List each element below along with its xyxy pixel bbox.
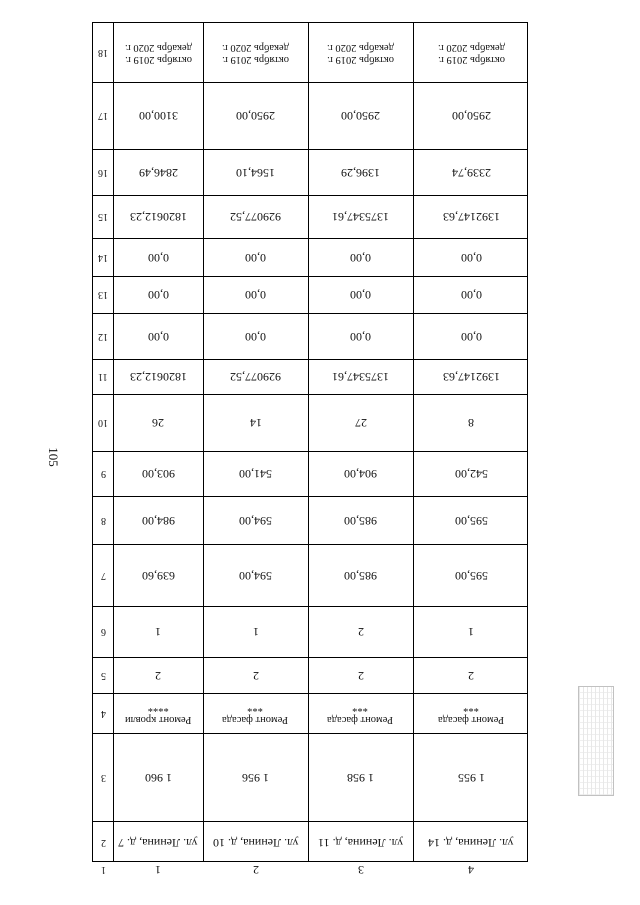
cell-row2-period-text: октябрь 2019 г.	[222, 53, 289, 65]
column-number-3-text: 3	[100, 771, 106, 783]
cell-row2-num	[203, 863, 308, 876]
cell-row2-period	[203, 23, 308, 82]
cell-row1-address-text: ул. Ленина, д. 7	[118, 835, 198, 850]
cell-row3-period-text: октябрь 2019 г.	[327, 53, 394, 65]
cell-row4-work-text: ***	[463, 702, 479, 713]
column-number-12	[93, 313, 113, 359]
cell-row2-c12-text: 0,00	[245, 329, 266, 344]
cell-row1-work-text: ****	[147, 702, 169, 713]
cell-row3-c16	[308, 149, 413, 195]
column-number-15-text: 15	[98, 211, 108, 222]
cell-row1-c7	[113, 544, 203, 606]
cell-row4-c17-text: 2950,00	[451, 109, 491, 123]
column-number-5	[93, 657, 113, 693]
column-number-11-text: 11	[98, 371, 108, 382]
cell-row1-c9	[113, 451, 203, 496]
cell-row2-c17-text: 2950,00	[236, 109, 275, 123]
cell-row1-c15-text: 1820612,23	[129, 210, 187, 224]
column-number-17-text: 17	[98, 110, 108, 121]
cell-row4-c8	[413, 496, 529, 544]
cell-row1-work-text: Ремонт кровли	[124, 714, 192, 725]
cell-row3-c7	[308, 544, 413, 606]
cell-row3-num-text: 3	[357, 863, 364, 877]
cell-row4-c7-text: 595,00	[454, 568, 488, 583]
column-number-18-text: 18	[98, 47, 108, 58]
cell-row2-c15-text: 929077,52	[230, 210, 281, 224]
cell-row3-year	[308, 733, 413, 821]
column-number-11	[93, 359, 113, 394]
cell-row4-period	[413, 23, 529, 82]
cell-row4-c13	[413, 276, 529, 313]
cell-row1-year-text: 1 960	[144, 770, 172, 785]
cell-row2-c9-text: 541,00	[239, 467, 272, 481]
cell-row3-period	[308, 23, 413, 82]
cell-row4-address	[413, 821, 529, 863]
cell-row4-c11	[413, 359, 529, 394]
cell-row1-period-text: декабрь 2020 г.	[124, 41, 192, 53]
column-number-2-text: 2	[100, 836, 106, 848]
cell-row4-address-text: ул. Ленина, д. 14	[428, 835, 514, 850]
cell-row2-c13	[203, 276, 308, 313]
cell-row1-num	[113, 863, 203, 876]
cell-row1-c12-text: 0,00	[147, 329, 169, 344]
cell-row4-c14	[413, 238, 529, 276]
cell-row2-c16-text: 1564,10	[236, 165, 275, 180]
column-number-17	[93, 82, 113, 149]
cell-row2-c17	[203, 82, 308, 149]
cell-row4-c12	[413, 313, 529, 359]
cell-row4-period-text: октябрь 2019 г.	[437, 53, 505, 65]
cell-row2-year	[203, 733, 308, 821]
cell-row4-c13-text: 0,00	[460, 288, 482, 302]
cell-row2-c13-text: 0,00	[245, 288, 266, 302]
column-number-12-text: 12	[98, 330, 108, 342]
cell-row2-c11-text: 929077,52	[230, 370, 281, 384]
cell-row4-year-text: 1 955	[457, 770, 485, 785]
cell-row3-c10-text: 27	[354, 416, 367, 430]
cell-row1-c6	[113, 606, 203, 657]
cell-row2-c14	[203, 238, 308, 276]
column-number-16	[93, 149, 113, 195]
cell-row4-c17	[413, 82, 529, 149]
column-number-13	[93, 276, 113, 313]
cell-row3-c6	[308, 606, 413, 657]
column-number-3	[93, 733, 113, 821]
column-number-14-text: 14	[98, 251, 108, 263]
cell-row2-num-text: 2	[252, 863, 259, 877]
column-number-7	[93, 544, 113, 606]
cell-row3-c15-text: 1375347,61	[332, 210, 389, 224]
column-number-14	[93, 238, 113, 276]
cell-row2-c14-text: 0,00	[245, 250, 266, 265]
cell-row2-c16	[203, 149, 308, 195]
cell-row4-c11-text: 1392147,63	[442, 370, 500, 384]
cell-row4-c12-text: 0,00	[460, 329, 482, 344]
cell-row4-c15-text: 1392147,63	[442, 210, 500, 224]
cell-row3-c12	[308, 313, 413, 359]
page-number: 105	[46, 447, 61, 467]
cell-row4-period-text: декабрь 2020 г.	[437, 41, 505, 53]
cell-row3-c13-text: 0,00	[350, 288, 371, 302]
cell-row2-c5-text: 2	[252, 668, 259, 683]
cell-row3-c7-text: 985,00	[344, 568, 377, 583]
cell-row1-num-text: 1	[155, 863, 161, 877]
cell-row4-year	[413, 733, 529, 821]
cell-row3-c6-text: 2	[357, 625, 364, 639]
cell-row2-c10	[203, 394, 308, 451]
cell-row1-period-text: октябрь 2019 г.	[124, 53, 192, 65]
cell-row2-c15	[203, 195, 308, 238]
cell-row1-year	[113, 733, 203, 821]
cell-row1-c13	[113, 276, 203, 313]
cell-row1-c13-text: 0,00	[147, 288, 169, 302]
cell-row1-c6-text: 1	[155, 625, 161, 639]
column-number-2	[93, 821, 113, 863]
cell-row3-c10	[308, 394, 413, 451]
cell-row2-c12	[203, 313, 308, 359]
cell-row4-num	[413, 863, 529, 876]
cell-row3-period-text: декабрь 2020 г.	[327, 41, 394, 53]
cell-row3-c14-text: 0,00	[350, 250, 371, 265]
cell-row3-num	[308, 863, 413, 876]
cell-row2-c7	[203, 544, 308, 606]
column-number-15	[93, 195, 113, 238]
cell-row3-c11-text: 1375347,61	[332, 370, 389, 384]
column-number-10-text: 10	[98, 417, 108, 428]
repair-program-table	[92, 22, 528, 877]
column-number-10	[93, 394, 113, 451]
cell-row3-c11	[308, 359, 413, 394]
cell-row1-c15	[113, 195, 203, 238]
cell-row3-address-text: ул. Ленина, д. 11	[317, 835, 404, 850]
cell-row2-address-text: ул. Ленина, д. 10	[212, 835, 299, 850]
cell-row1-c5-text: 2	[155, 668, 161, 683]
cell-row1-c11	[113, 359, 203, 394]
cell-row1-c16	[113, 149, 203, 195]
cell-row1-c10-text: 26	[152, 416, 164, 430]
cell-row2-work	[203, 693, 308, 733]
cell-row2-c6-text: 1	[252, 625, 259, 639]
column-number-5-text: 5	[100, 669, 106, 681]
cell-row2-c6	[203, 606, 308, 657]
cell-row4-c5-text: 2	[468, 668, 474, 683]
column-number-6-text: 6	[100, 626, 106, 637]
cell-row3-work-text: ***	[352, 702, 369, 713]
cell-row2-c8	[203, 496, 308, 544]
column-number-4-text: 4	[100, 707, 106, 719]
cell-row4-work-text: Ремонт фасада	[437, 714, 504, 725]
cell-row2-period-text: декабрь 2020 г.	[222, 41, 289, 53]
cell-row1-c17	[113, 82, 203, 149]
cell-row3-c16-text: 1396,29	[341, 165, 380, 180]
cell-row3-c12-text: 0,00	[350, 329, 371, 344]
cell-row3-address	[308, 821, 413, 863]
cell-row2-c7-text: 594,00	[239, 568, 272, 583]
document-stamp	[578, 686, 614, 796]
cell-row1-c16-text: 2846,49	[138, 165, 178, 180]
cell-row1-address	[113, 821, 203, 863]
cell-row4-c8-text: 595,00	[454, 513, 488, 528]
cell-row1-c11-text: 1820612,23	[129, 370, 187, 384]
cell-row4-c10	[413, 394, 529, 451]
cell-row2-c10-text: 14	[249, 416, 262, 430]
column-number-6	[93, 606, 113, 657]
cell-row2-c9	[203, 451, 308, 496]
column-number-7-text: 7	[100, 569, 106, 581]
cell-row2-c8-text: 594,00	[239, 513, 272, 528]
cell-row4-c7	[413, 544, 529, 606]
cell-row3-work-text: Ремонт фасада	[327, 714, 394, 725]
cell-row4-c16-text: 2339,74	[451, 165, 491, 180]
cell-row4-c6-text: 1	[468, 625, 474, 639]
cell-row1-c8-text: 984,00	[141, 513, 175, 528]
cell-row3-c5	[308, 657, 413, 693]
cell-row3-c13	[308, 276, 413, 313]
cell-row3-c17-text: 2950,00	[341, 109, 380, 123]
cell-row4-c16	[413, 149, 529, 195]
column-number-8-text: 8	[100, 514, 106, 526]
column-number-1	[93, 863, 113, 876]
cell-row2-c11	[203, 359, 308, 394]
cell-row4-c5	[413, 657, 529, 693]
cell-row1-c14-text: 0,00	[147, 250, 169, 265]
cell-row3-c15	[308, 195, 413, 238]
cell-row1-c12	[113, 313, 203, 359]
cell-row2-c5	[203, 657, 308, 693]
cell-row4-work	[413, 693, 529, 733]
cell-row3-c8-text: 985,00	[344, 513, 377, 528]
cell-row4-c6	[413, 606, 529, 657]
cell-row3-c14	[308, 238, 413, 276]
column-number-9-text: 9	[100, 468, 106, 479]
cell-row3-c9-text: 904,00	[344, 467, 377, 481]
column-number-13-text: 13	[98, 289, 108, 300]
cell-row3-work	[308, 693, 413, 733]
column-number-1-text: 1	[100, 864, 106, 875]
cell-row1-period	[113, 23, 203, 82]
cell-row4-c9-text: 542,00	[454, 467, 488, 481]
cell-row1-c10	[113, 394, 203, 451]
column-number-9	[93, 451, 113, 496]
cell-row3-year-text: 1 958	[347, 770, 374, 785]
cell-row1-work	[113, 693, 203, 733]
cell-row1-c8	[113, 496, 203, 544]
cell-row2-address	[203, 821, 308, 863]
cell-row2-work-text: Ремонт фасада	[222, 714, 289, 725]
cell-row1-c9-text: 903,00	[141, 467, 175, 481]
cell-row4-c10-text: 8	[468, 416, 474, 430]
cell-row3-c5-text: 2	[357, 668, 364, 683]
cell-row4-c15	[413, 195, 529, 238]
cell-row3-c17	[308, 82, 413, 149]
column-number-18	[93, 23, 113, 82]
cell-row1-c17-text: 3100,00	[138, 109, 178, 123]
cell-row2-work-text: ***	[247, 702, 264, 713]
cell-row1-c7-text: 639,60	[141, 568, 175, 583]
column-number-4	[93, 693, 113, 733]
cell-row1-c5	[113, 657, 203, 693]
column-number-16-text: 16	[98, 166, 108, 178]
cell-row4-c9	[413, 451, 529, 496]
cell-row4-c14-text: 0,00	[460, 250, 482, 265]
cell-row3-c9	[308, 451, 413, 496]
cell-row3-c8	[308, 496, 413, 544]
cell-row2-year-text: 1 956	[242, 770, 269, 785]
cell-row1-c14	[113, 238, 203, 276]
cell-row4-num-text: 4	[468, 863, 474, 877]
column-number-8	[93, 496, 113, 544]
